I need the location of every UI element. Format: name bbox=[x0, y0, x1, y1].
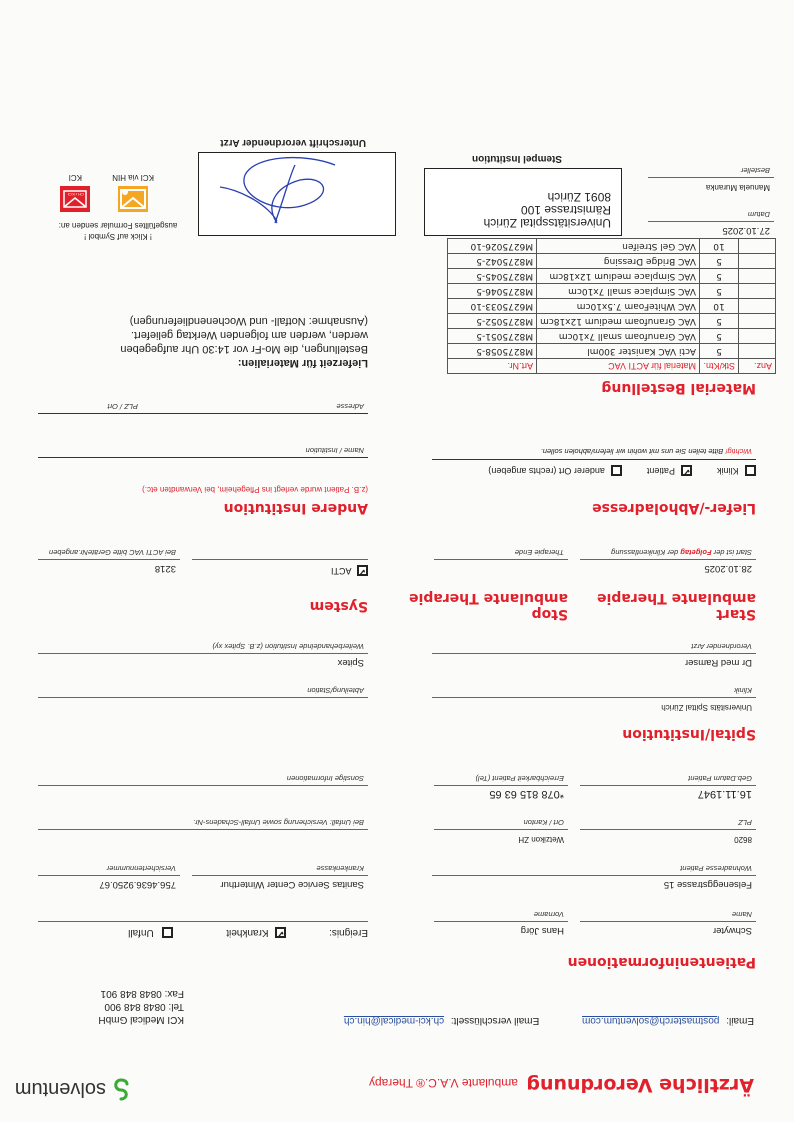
krankheit-checkbox[interactable] bbox=[275, 927, 286, 938]
start-label-post: der Klinikentlassung bbox=[611, 548, 681, 557]
divider bbox=[434, 785, 568, 786]
divider bbox=[38, 785, 368, 786]
stop-title-line2: ambulante Therapie bbox=[409, 590, 568, 606]
material-cell: VAC Granufoam small 7x10cm bbox=[537, 329, 700, 344]
krankenkasse-label: Krankenkasse bbox=[316, 864, 364, 873]
divider bbox=[38, 875, 180, 876]
ort-label: Ort / Kanton bbox=[523, 818, 564, 827]
divider bbox=[432, 697, 756, 698]
patient-vorname-label: Vorname bbox=[533, 910, 564, 919]
material-cell: VAC Simplace small 7x10cm bbox=[537, 284, 700, 299]
lieferzeit-line1: Bestellungen, die Mo-Fr vor 14:30 Uhr aufgegeben bbox=[120, 343, 368, 355]
title-block bbox=[369, 1074, 754, 1096]
unfall-info-label: Bei Unfall: Versicherung sowie Unfall-Schadens-Nr. bbox=[193, 818, 364, 827]
liefer-klinik-checkbox[interactable] bbox=[745, 465, 756, 476]
art-cell: M6275026-10 bbox=[448, 239, 537, 254]
patient-tel-label: Erreichbarkeit Patient (Tel) bbox=[475, 774, 564, 783]
andere-adresse-label: Adresse bbox=[336, 402, 364, 411]
liefer-options bbox=[432, 447, 756, 476]
art-cell: M8275045-5 bbox=[448, 269, 537, 284]
email-label: Email: bbox=[726, 1015, 754, 1026]
material-row bbox=[448, 329, 776, 344]
andere-plz-label: PLZ / Ort bbox=[107, 402, 138, 411]
andere-institution-title: Andere Institution bbox=[223, 500, 368, 516]
signature-box[interactable] bbox=[198, 152, 396, 236]
ereignis-group bbox=[38, 927, 368, 938]
patient-name-value: Schwyter bbox=[712, 925, 752, 936]
start-title-line2: ambulante Therapie bbox=[597, 590, 756, 606]
start-date-label bbox=[611, 548, 752, 557]
anz-cell[interactable] bbox=[739, 254, 776, 269]
lieferzeit-line3: (Ausnahme: Notfall- und Wochenendlieferungen) bbox=[129, 315, 368, 327]
geraet-nr-value: 3218 bbox=[154, 563, 176, 574]
ort-value: Wetzikon ZH bbox=[518, 835, 564, 844]
lieferzeit-title: Lieferzeit für Materialien: bbox=[237, 357, 368, 369]
col-header-stk: Stk/Ktn. bbox=[700, 359, 739, 374]
signature-label: Unterschrift verordnender Arzt bbox=[220, 137, 366, 148]
patient-address-label: Wohnadresse Patient bbox=[680, 864, 752, 873]
geraet-nr-label: Bei ACTI VAC bitte GeräteNr.angeben bbox=[48, 548, 176, 557]
lieferzeit-line2: werden, werden am folgenden Werktag geliefert. bbox=[130, 329, 368, 341]
sonstige-info-label: Sonstige Informationen bbox=[286, 774, 364, 783]
kci-badge: CH • KCI bbox=[67, 192, 84, 197]
acti-option bbox=[192, 565, 368, 576]
art-cell: M8275058-5 bbox=[448, 344, 537, 359]
anz-cell[interactable] bbox=[739, 344, 776, 359]
liefer-anderer-label: anderer Ort (rechts angeben) bbox=[488, 466, 605, 476]
anz-cell[interactable] bbox=[739, 269, 776, 284]
therapie-ende-label: Therapie Ende bbox=[514, 548, 564, 557]
art-cell: M8275051-5 bbox=[448, 329, 537, 344]
liefer-klinik-label: Klinik bbox=[716, 466, 739, 476]
divider bbox=[432, 653, 756, 654]
stk-cell: 5 bbox=[700, 314, 739, 329]
klinik-label: Klinik bbox=[734, 686, 752, 695]
wichtig-note bbox=[541, 447, 752, 456]
stk-cell: 5 bbox=[700, 329, 739, 344]
stamp-box bbox=[424, 168, 622, 236]
besteller-value: Manuela Muranka bbox=[705, 183, 770, 192]
anz-cell[interactable] bbox=[739, 239, 776, 254]
andere-institution-note: (z.B. Patient wurde verlegt ins Pflegeheim, bei Verwandten etc.) bbox=[142, 485, 368, 494]
start-label-em: Folgetag bbox=[680, 548, 712, 557]
kci-mail-send-icon[interactable] bbox=[60, 186, 90, 212]
abteilung-label: Abteilung/Station bbox=[307, 686, 364, 695]
patient-vorname-value: Hans Jörg bbox=[520, 925, 564, 936]
kci-hin-label: KCI via HIN bbox=[112, 173, 154, 182]
weiterbehandelnde-label: Weiterbehandelnde Institution (z.B. Spitex xy) bbox=[212, 642, 364, 651]
material-table-header bbox=[448, 359, 776, 374]
material-cell: VAC Gel Streifen bbox=[537, 239, 700, 254]
section-liefer-title: Liefer-/Abholadresse bbox=[592, 500, 756, 516]
stop-therapie-title bbox=[409, 590, 568, 622]
divider bbox=[38, 653, 368, 654]
company-tel: Tel: 0848 848 900 bbox=[104, 1001, 184, 1012]
liefer-anderer-checkbox[interactable] bbox=[611, 465, 622, 476]
besteller-label: Besteller bbox=[740, 166, 770, 175]
divider bbox=[192, 875, 368, 876]
section-patient-title: Patienteninformationen bbox=[567, 954, 756, 970]
divider bbox=[648, 221, 774, 222]
material-row bbox=[448, 314, 776, 329]
liefer-patient-checkbox[interactable] bbox=[681, 465, 692, 476]
liefer-patient-label: Patient bbox=[646, 466, 675, 476]
solventum-logo-icon bbox=[110, 1076, 132, 1102]
divider bbox=[434, 559, 568, 560]
divider bbox=[38, 697, 368, 698]
system-title: System bbox=[309, 598, 368, 614]
company-contact bbox=[98, 987, 184, 1026]
send-line1: ! Klick auf Symbol ! bbox=[83, 232, 153, 241]
plz-label: PLZ bbox=[738, 818, 752, 827]
krankheit-label: Krankheit bbox=[226, 926, 269, 938]
andere-name-label: Name / Institution bbox=[305, 446, 364, 455]
divider bbox=[580, 785, 756, 786]
page-title: Ärztliche Verordnung bbox=[526, 1074, 754, 1096]
weiterbehandelnde-value: Spitex bbox=[337, 657, 364, 668]
stamp-line3: 8091 Zürich bbox=[547, 190, 611, 204]
material-row bbox=[448, 299, 776, 314]
stamp-label: Stempel Institution bbox=[472, 153, 562, 164]
ereignis-label: Ereignis: bbox=[329, 926, 368, 938]
versichertennummer-label: Versichertennummer bbox=[106, 864, 176, 873]
material-row bbox=[448, 254, 776, 269]
material-cell: VAC WhiteFoam 7.5x10cm bbox=[537, 299, 700, 314]
art-cell: M6275033-10 bbox=[448, 299, 537, 314]
stk-cell: 10 bbox=[700, 239, 739, 254]
divider bbox=[580, 829, 756, 830]
kci-label: KCI bbox=[68, 173, 82, 182]
stk-cell: 5 bbox=[700, 269, 739, 284]
signature-drawing bbox=[199, 153, 395, 235]
stop-title-line1: Stop bbox=[531, 606, 568, 622]
send-line2: ausgefülltes Formular senden an: bbox=[58, 221, 178, 230]
material-table bbox=[447, 238, 776, 374]
divider bbox=[580, 559, 756, 560]
divider bbox=[432, 459, 756, 460]
divider bbox=[38, 829, 368, 830]
divider bbox=[648, 177, 774, 178]
material-row bbox=[448, 239, 776, 254]
brand-logo bbox=[15, 1076, 132, 1102]
start-date-value: 28.10.2025 bbox=[704, 563, 752, 574]
material-cell: Acti VAC Kanister 300ml bbox=[537, 344, 700, 359]
divider bbox=[580, 921, 756, 922]
col-header-material: Material für ACTI VAC bbox=[537, 359, 700, 374]
klinik-value: Universitäts Spittal Zürich bbox=[661, 703, 752, 712]
unfall-label: Unfall bbox=[128, 926, 154, 938]
material-row bbox=[448, 284, 776, 299]
anz-cell[interactable] bbox=[739, 314, 776, 329]
email-link[interactable]: postmasterch@solventum.com bbox=[582, 1015, 720, 1026]
patient-name-label: Name bbox=[731, 910, 752, 919]
material-cell: VAC Bridge Dressing bbox=[537, 254, 700, 269]
stamp-line1: Universitätsspital Zürich bbox=[483, 216, 611, 230]
company-name: KCI Medical GmbH bbox=[98, 1014, 184, 1025]
stk-cell: 5 bbox=[700, 284, 739, 299]
divider bbox=[38, 559, 180, 560]
start-label-pre: Start ist der bbox=[711, 548, 752, 557]
arzt-value: Dr med Ramser bbox=[684, 657, 752, 668]
kci-hin-send-icon[interactable] bbox=[118, 186, 148, 212]
page-subtitle: ambulante V.A.C.® Therapy bbox=[368, 1076, 518, 1090]
acti-checkbox[interactable] bbox=[357, 565, 368, 576]
start-therapie-title bbox=[597, 590, 756, 622]
divider bbox=[432, 875, 756, 876]
datum-label: Datum bbox=[747, 210, 770, 219]
email-encrypted-label: Email verschlüsselt: bbox=[450, 1015, 540, 1026]
geburtsdatum-label: Geb.Datum Patient bbox=[688, 774, 752, 783]
start-title-line1: Start bbox=[716, 606, 756, 622]
plz-value: 8620 bbox=[734, 835, 752, 844]
material-row bbox=[448, 269, 776, 284]
art-cell: M8275042-5 bbox=[448, 254, 537, 269]
unfall-checkbox[interactable] bbox=[163, 927, 174, 938]
wichtig-label: Wichtig! bbox=[725, 447, 752, 456]
stk-cell: 5 bbox=[700, 254, 739, 269]
company-fax: Fax: 0848 848 901 bbox=[100, 988, 184, 999]
anz-cell[interactable] bbox=[739, 299, 776, 314]
geburtsdatum-value: 16.11.1947 bbox=[697, 788, 752, 800]
anz-cell[interactable] bbox=[739, 329, 776, 344]
stamp-text bbox=[484, 190, 611, 229]
material-cell: VAC Granufoam medium 12x18cm bbox=[537, 314, 700, 329]
anz-cell[interactable] bbox=[739, 284, 776, 299]
versichertennummer-value: 756.4636.9250.67 bbox=[99, 879, 176, 890]
section-material-title: Material Bestellung bbox=[601, 380, 756, 396]
acti-label: ACTI bbox=[330, 566, 352, 576]
send-instructions bbox=[48, 220, 188, 242]
divider bbox=[434, 829, 568, 830]
art-cell: M8275046-5 bbox=[448, 284, 537, 299]
lieferzeit-info bbox=[120, 314, 368, 370]
divider bbox=[434, 921, 568, 922]
brand-name: solventum bbox=[14, 1078, 106, 1101]
contact-emails bbox=[344, 1015, 754, 1026]
stk-cell: 5 bbox=[700, 344, 739, 359]
art-cell: M8275052-5 bbox=[448, 314, 537, 329]
wichtig-text: Bitte teilen Sie uns mit wohin wir liefern/abholen sollen. bbox=[540, 447, 726, 456]
email-encrypted-link[interactable]: ch.kci-medical@hin.ch bbox=[343, 1015, 445, 1026]
patient-address-value: Felseneggstrasse 15 bbox=[663, 879, 752, 890]
datum-value: 27.10.2025 bbox=[722, 225, 770, 236]
material-row bbox=[448, 344, 776, 359]
material-cell: VAC Simplace medium 12x18cm bbox=[537, 269, 700, 284]
patient-tel-value: *078 815 63 65 bbox=[489, 788, 564, 800]
arzt-label: Verordnender Arzt bbox=[691, 642, 752, 651]
krankenkasse-value: Sanitas Service Center Winterthur bbox=[220, 879, 364, 890]
stk-cell: 10 bbox=[700, 299, 739, 314]
divider bbox=[38, 921, 368, 922]
divider bbox=[38, 413, 368, 414]
col-header-art: Art.Nr. bbox=[448, 359, 537, 374]
divider bbox=[192, 559, 368, 560]
col-header-anz: Anz. bbox=[739, 359, 776, 374]
section-spital-title: Spital/Institution bbox=[622, 726, 756, 742]
stamp-line2: Rämistrasse 100 bbox=[520, 203, 611, 217]
divider bbox=[38, 457, 368, 458]
